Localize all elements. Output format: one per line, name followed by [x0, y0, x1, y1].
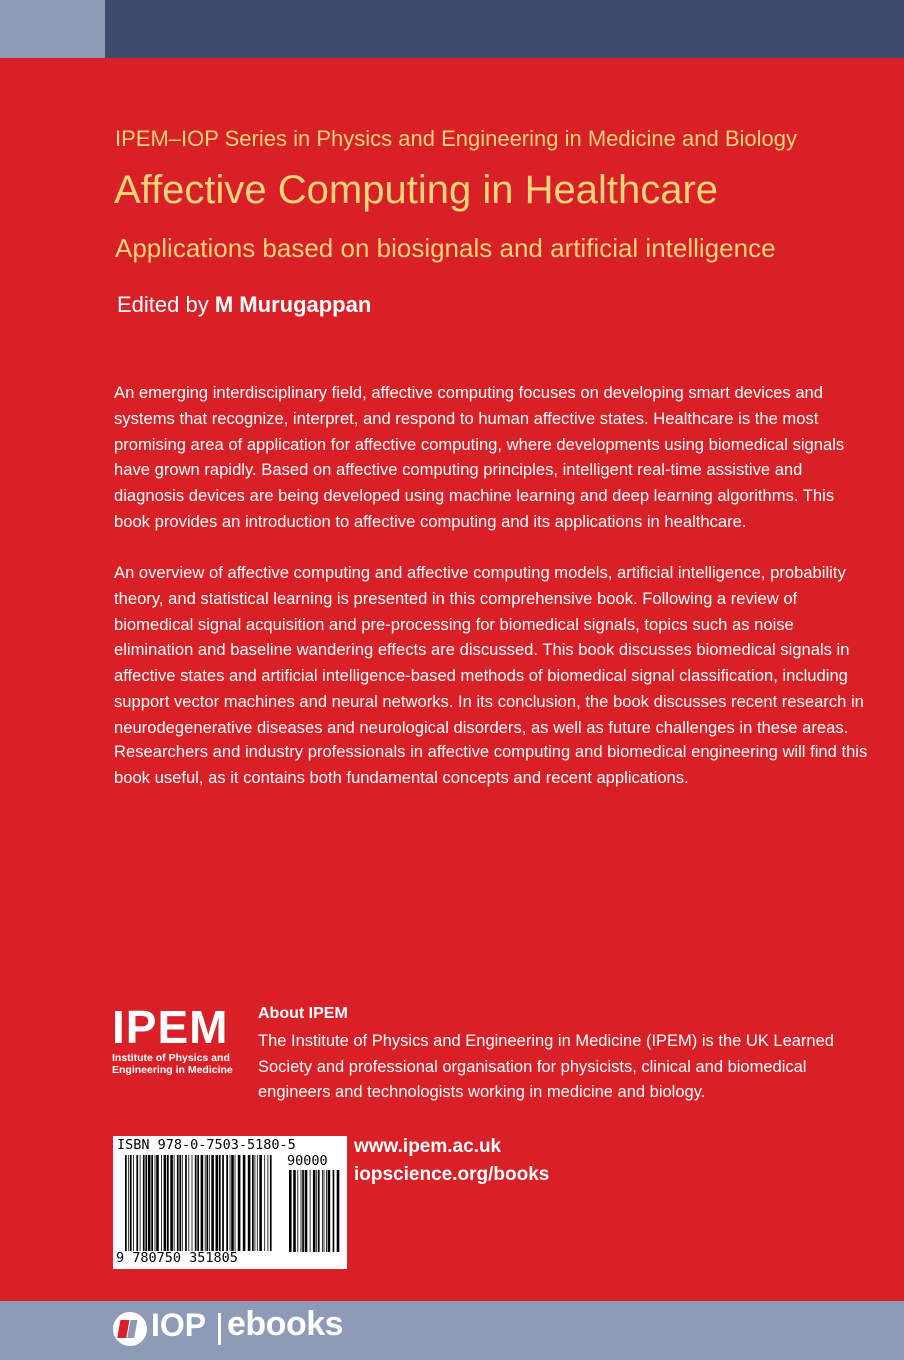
blurb-paragraph-3: Researchers and industry professionals in affective computing and biomedical engineering will find this book useful, as it contains both fundamental concepts and recent applications. — [114, 742, 868, 787]
ipem-logo-subtext: Institute of Physics and Engineering in Medicine — [112, 1052, 233, 1076]
book-subtitle: Applications based on biosignals and artificial intelligence — [115, 233, 776, 263]
iop-logo-icon — [112, 1311, 148, 1347]
barcode-bars-addon — [289, 1170, 341, 1252]
ipem-logo — [112, 1001, 242, 1076]
iopscience-books-link[interactable]: iopscience.org/books — [354, 1164, 550, 1185]
top-band-accent — [0, 0, 105, 58]
top-band — [0, 0, 904, 58]
isbn-label: ISBN 978-0-7503-5180-5 — [117, 1137, 296, 1153]
editor-prefix: Edited by — [117, 292, 209, 317]
ean-digits: 9 780750 351805 — [116, 1250, 238, 1266]
editor-name: M Murugappan — [214, 292, 372, 317]
footer-divider — [218, 1313, 221, 1345]
blurb-paragraph-1: An emerging interdisciplinary field, affective computing focuses on developing smart devices and systems that recognize, interpret, and respond to human affective states. Healthcare is the most promising area of application for affective computing, where developments using biomedical signals have grown rapidly. Based on affective computing principles, intelligent real-time assistive and diagnosis devices are being developed using machine learning and deep learning algorithms. This book provides an introduction to affective computing and its applications in healthcare. — [114, 383, 845, 531]
book-title: Affective Computing in Healthcare — [114, 168, 719, 212]
ebooks-logo-text: ebooks — [227, 1305, 344, 1343]
series-title: IPEM–IOP Series in Physics and Engineering in Medicine and Biology — [115, 126, 797, 151]
ipem-website-link[interactable]: www.ipem.ac.uk — [354, 1136, 502, 1157]
blurb-paragraph-2: An overview of affective computing and affective computing models, artificial intelligence, probability theory, and statistical learning is presented in this comprehensive book. Following a review of biomedical signal acquisition and pre-processing for biomedical signals, topics such as noise elimination and baseline wandering effects are discussed. This book discusses biomedical signals in affective states and artificial intelligence-based methods of biomedical signal classification, including support vector machines and neural networks. In its conclusion, the book discusses recent research in neurodegenerative diseases and neurological disorders, as well as future challenges in these areas. — [114, 563, 864, 737]
ipem-logo-wordmark: IPEM — [112, 1001, 229, 1053]
about-ipem-heading: About IPEM — [258, 1005, 348, 1022]
editor-line — [117, 292, 371, 318]
barcode-addon-code: 90000 — [287, 1153, 328, 1169]
about-ipem-text: The Institute of Physics and Engineering in Medicine (IPEM) is the UK Learned Society and professional organisation for physicists, clinical and biomedical engineers and technologists working in medicine and biology. — [258, 1032, 834, 1101]
barcode-bars-main — [125, 1155, 273, 1251]
iop-logo-text: IOP — [151, 1307, 207, 1343]
isbn-barcode — [113, 1136, 347, 1269]
